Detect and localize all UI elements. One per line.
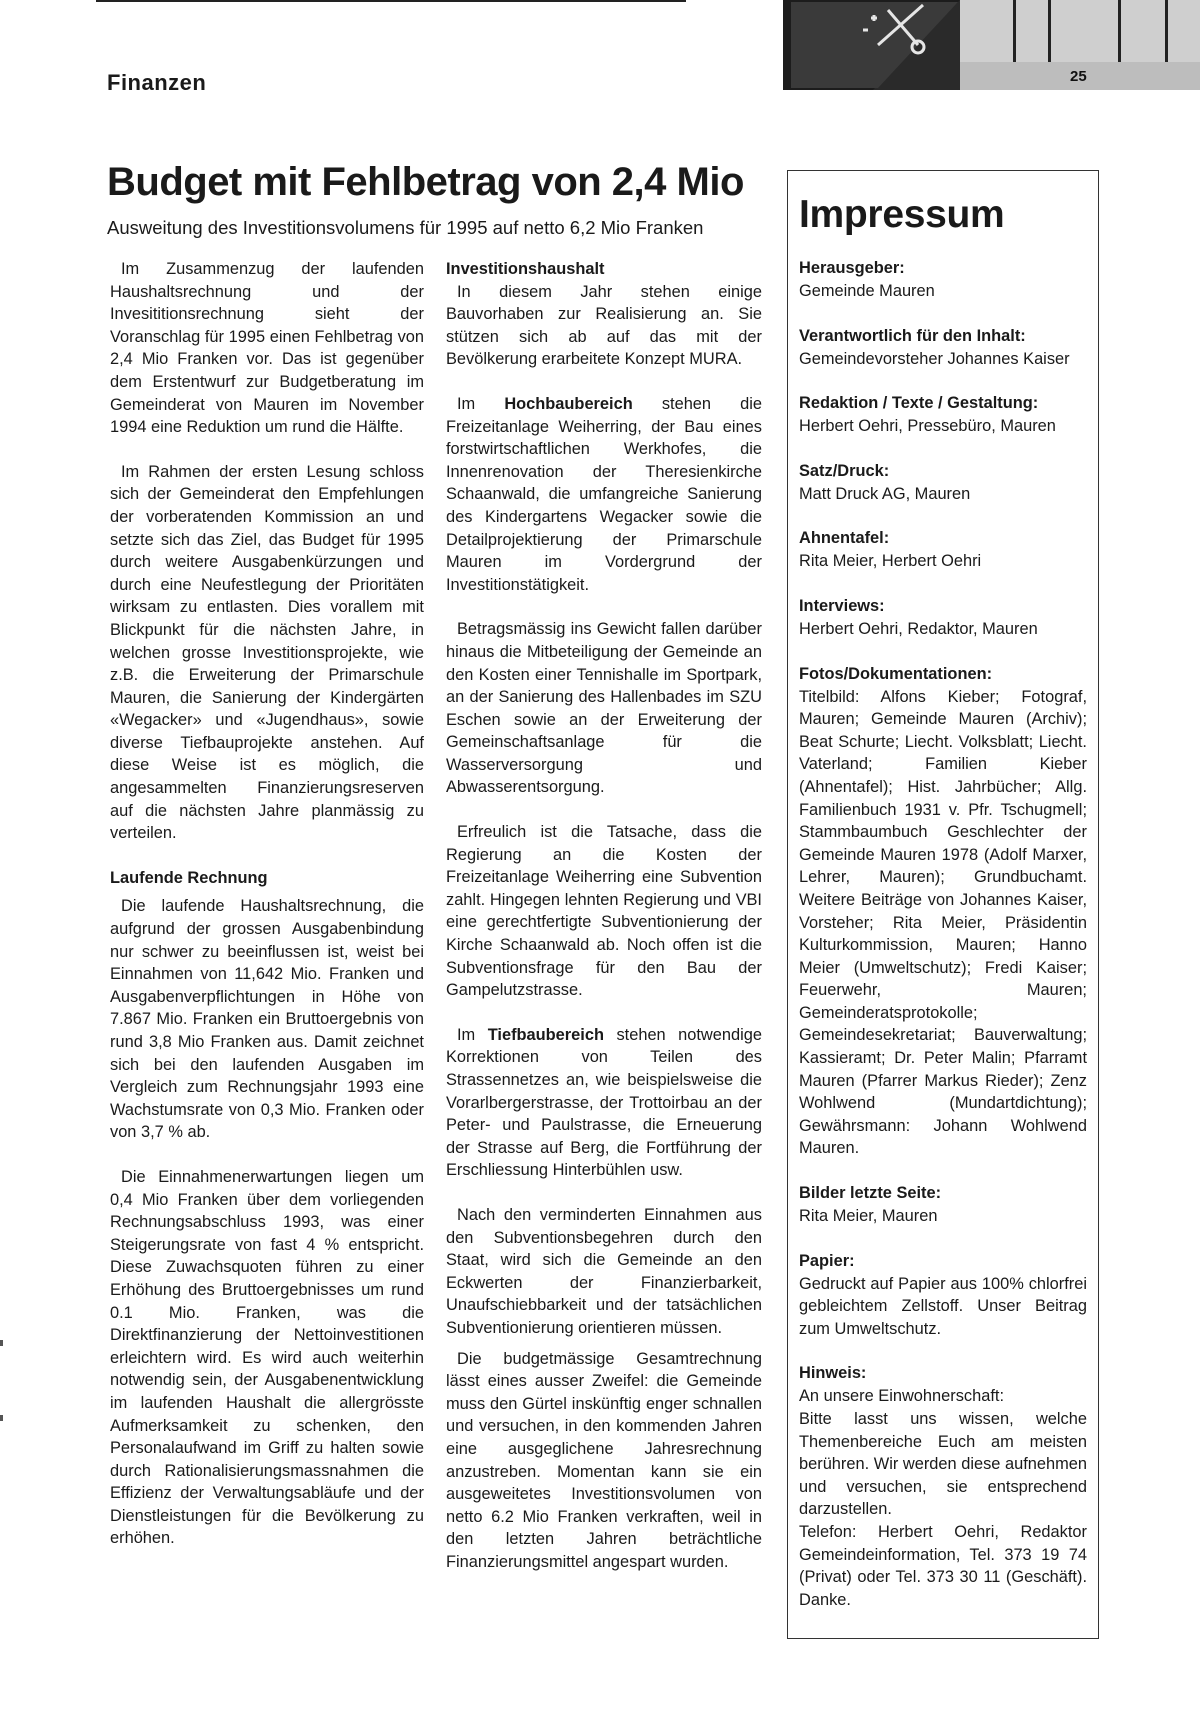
impressum-label: Interviews:	[799, 596, 885, 615]
heading-investitionshaushalt: Investitionshaushalt	[446, 260, 605, 278]
article-column-2	[446, 258, 762, 1573]
col1-paragraph-1: Im Zusammenzug der laufenden Haushaltsrechnung und der Invesititionsrechnung sieht der Voranschlag für 1995 einen Fehlbetrag von 2,4 Mio Franken vor. Das ist gegenüber dem Erstentwurf zur Budgetberatung im Gemeinderat von Mauren im November 1994 eine Reduktion um rund die Hälfte.	[110, 260, 424, 437]
impressum-interviews	[799, 595, 1087, 641]
impressum-herausgeber	[799, 257, 1087, 303]
impressum-hinweis	[799, 1362, 1087, 1611]
impressum-redaktion	[799, 392, 1087, 438]
impressum-label: Bilder letzte Seite:	[799, 1184, 942, 1203]
col2-p2-lead: Im	[457, 394, 505, 413]
page-number: 25	[1070, 68, 1087, 85]
impressum-text: Herbert Oehri, Redaktor, Mauren	[799, 619, 1038, 638]
col2-paragraph-5	[446, 1024, 762, 1182]
col2-paragraph-6: Nach den verminderten Einnahmen aus den Subventionsbegehren durch den Staat, wird sich die Gemeinde an den Eckwerten der Finanzierbarkeit, Unaufschiebbarkeit und der tatsächlichen Subventionierung orientieren müssen.	[446, 1205, 762, 1337]
impressum-ahnentafel	[799, 527, 1087, 573]
impressum-text: Gemeinde Mauren	[799, 282, 935, 300]
impressum-label: Papier:	[799, 1251, 855, 1270]
col1-paragraph-2: Im Rahmen der ersten Lesung schloss sich der Gemeinderat den Empfehlungen der vorberatenden Kommission an und setzte sich das Ziel, das Budget für 1995 durch weitere Ausgabenkürzungen und durch eine Neufestlegung der Prioritäten wirksam zu entlasten. Dies vorallem mit Blickpunkt für die nächsten Jahre, in welchen grosse Investitionsprojekte, wie z.B. die Erweiterung der Primarschule Mauren, die Sanierung der Kindergärten «Wegacker» und «Jugendhaus», sowie diverse Tiefbauprojekte anstehen. Auf diese Weise ist es möglich, die angesammelten Finanzierungsreserven auf die nächsten Jahre planmässig zu verteilen.	[110, 462, 424, 843]
col1-paragraph-4: Die Einnahmenerwartungen liegen um 0,4 Mio Franken über dem vorliegenden Rechnungsabschluss 1993, was einer Steigerungsrate von fast 4 % entspricht. Diese Zuwachsquoten führen zu einer Erhöhung des Bruttoergebnisses um rund 0.1 Mio. Franken, was die Direktfinanzierung der Nettoinvestitionen erleichtern wird. Es wird auch weiterhin notwendig sein, der Ausgabenentwicklung im laufenden Haushalt die allergrösste Aufmerksamkeit zu schenken, den Personalaufwand im Griff zu halten sowie durch Rationalisierungsmassnahmen die Effizienz der Verwaltungsabläufe und der Dienstleistungen für die Bevölkerung zu erhöhen.	[110, 1167, 424, 1548]
impressum-label: Redaktion / Texte / Gestaltung:	[799, 394, 1039, 413]
col2-p2-text: stehen die Freizeitanlage Weiherring, der Bau eines forstwirtschaftlichen Werkhofes, die Innenrenovation der Theresienkirche Schaanwald, die umfangreiche Sanierung des Kindergartens Wegacker sowie die Detailprojektierung der Primarschule Mauren im Vordergrund der Investitionstätigkeit.	[446, 394, 762, 594]
impressum-label: Verantwortlich für den Inhalt:	[799, 326, 1026, 345]
impressum-fotos	[799, 663, 1087, 1160]
article-subtitle: Ausweitung des Investitionsvolumens für 1995 auf netto 6,2 Mio Franken	[107, 217, 704, 238]
impressum-label: Satz/Druck:	[799, 461, 890, 480]
term-tiefbaubereich: Tiefbaubereich	[487, 1025, 604, 1044]
scan-edge-mark	[0, 1415, 3, 1421]
impressum-papier	[799, 1250, 1087, 1341]
impressum-label: Ahnentafel:	[799, 529, 890, 548]
col2-paragraph-7: Die budgetmässige Gesamtrechnung lässt eines ausser Zweifel: die Gemeinde muss den Gürtel inskünftig enger schnallen und versuchen, in den kommenden Jahren eine ausgeglichene Jahresrechnung anzustreben. Momentan kann sie ein ausgeweitetes Investitionsvolumen von netto 6.2 Mio Franken verkraften, weil in den letzten Jahren beträchtliche Finanzierungsmittel angespart wurden.	[446, 1349, 762, 1571]
impressum-label: Hinweis:	[799, 1364, 867, 1383]
article-title: Budget mit Fehlbetrag von 2,4 Mio	[107, 160, 744, 204]
impressum-text: Titelbild: Alfons Kieber; Fotograf, Mauren; Gemeinde Mauren (Archiv); Beat Schurte; Liecht. Volksblatt; Liecht. Vaterland; Familien Kieber (Ahnentafel); Hist. Jahrbücher; Allg. Familienbuch 1931 v. Pfr. Tschugmell; Stammbaumbuch Geschlechter der Gemeinde Mauren 1978 (Adolf Marxer, Lehrer, Mauren); Grundbuchamt. Weitere Beiträge von Johannes Kaiser, Vorsteher; Rita Meier, Präsidentin Kulturkommission, Mauren; Hanno Meier (Umweltschutz); Fredi Kaiser; Feuerwehr, Mauren; Gemeinderatsprotokolle; Gemeindesekretariat; Bauverwaltung; Kassieramt; Dr. Peter Malin; Pfarramt Mauren (Pfarrer Markus Rieder); Zenz Wohlwend (Mundartdichtung); Gewährsmann: Johann Wohlwend Mauren.	[799, 687, 1087, 1158]
impressum-satz-druck	[799, 460, 1087, 506]
impressum-text: Matt Druck AG, Mauren	[799, 484, 971, 503]
hinweis-line-3: Telefon: Herbert Oehri, Redaktor Gemeindeinformation, Tel. 373 19 74 (Privat) oder Tel. 373 30 11 (Geschäft). Danke.	[799, 1522, 1087, 1609]
col1-paragraph-3: Die laufende Haushaltsrechnung, die aufgrund der grossen Ausgabenbindung nur schwer zu beeinflussen ist, weist bei Einnahmen von 11,642 Mio. Franken und Ausgabenverpflichtungen in Höhe von 7.867 Mio. Franken ein Bruttoergebnis von rund 3,8 Mio Franken aus. Damit zeichnet sich bei den laufenden Ausgaben im Vergleich zum Rechnungsjahr 1993 eine Wachstumsrate von 0,3 Mio. Franken oder von 3,7 % ab.	[110, 897, 424, 1142]
impressum-verantwortlich	[799, 325, 1087, 371]
impressum-bilder	[799, 1182, 1087, 1228]
top-rule	[96, 0, 686, 2]
impressum-text: Rita Meier, Mauren	[799, 1207, 938, 1226]
col2-p5-lead: Im	[457, 1025, 488, 1044]
impressum-label: Fotos/Dokumentationen:	[799, 664, 993, 683]
corner-emblem	[783, 0, 1200, 90]
impressum-title: Impressum	[799, 193, 1005, 236]
col2-p5-text: stehen notwendige Korrektionen von Teilen des Strassennetzes an, wie beispielsweise die Vorarlbergerstrasse, der Trottoirbau an der Peter- und Paulstrasse, die Erneuerung der Strasse auf Berg, die Fortführung der Erschliessung Hinterbühlen usw.	[446, 1025, 762, 1180]
col2-paragraph-1: In diesem Jahr stehen einige Bauvorhaben zur Realisierung an. Sie stützen sich ab auf das mit der Bevölkerung erarbeitete Konzept MURA.	[446, 282, 762, 369]
hinweis-line-2: Bitte lasst uns wissen, welche Themenbereiche Euch am meisten berühren. Wir werden diese aufnehmen und versuchen, sie entsprechend darzustellen.	[799, 1410, 1087, 1519]
col2-paragraph-3: Betragsmässig ins Gewicht fallen darüber hinaus die Mitbeteiligung der Gemeinde an den Kosten einer Tennishalle im Sportpark, an der Sanierung des Hallenbades im SZU Eschen sowie an der Erweiterung der Gemeinschaftsanlage für die Wasserversorgung und Abwasserentsorgung.	[446, 620, 762, 797]
section-title: Finanzen	[107, 70, 207, 95]
term-hochbaubereich: Hochbaubereich	[504, 394, 633, 413]
impressum-text: Gemeindevorsteher Johannes Kaiser	[799, 349, 1070, 368]
impressum-box	[787, 170, 1099, 1639]
impressum-text: Gedruckt auf Papier aus 100% chlorfrei gebleichtem Zellstoff. Unser Beitrag zum Umweltschutz.	[799, 1274, 1087, 1338]
hinweis-line-1: An unsere Einwohnerschaft:	[799, 1387, 1005, 1406]
impressum-text: Herbert Oehri, Pressebüro, Mauren	[799, 417, 1056, 436]
col2-paragraph-4: Erfreulich ist die Tatsache, dass die Regierung an die Kosten der Freizeitanlage Weiherring eine Subvention zahlt. Hingegen lehnten Regierung und VBI eine gerechtfertigte Subventionierung der Kirche Schaanwald ab. Noch offen ist die Subventionsfrage für den Bau der Gampelutzstrasse.	[446, 823, 762, 1000]
heading-laufende-rechnung: Laufende Rechnung	[110, 868, 268, 887]
scan-edge-mark	[0, 1340, 3, 1346]
article-column-1	[110, 258, 424, 1550]
impressum-label: Herausgeber:	[799, 259, 905, 277]
impressum-text: Rita Meier, Herbert Oehri	[799, 552, 982, 571]
col2-paragraph-2	[446, 393, 762, 596]
